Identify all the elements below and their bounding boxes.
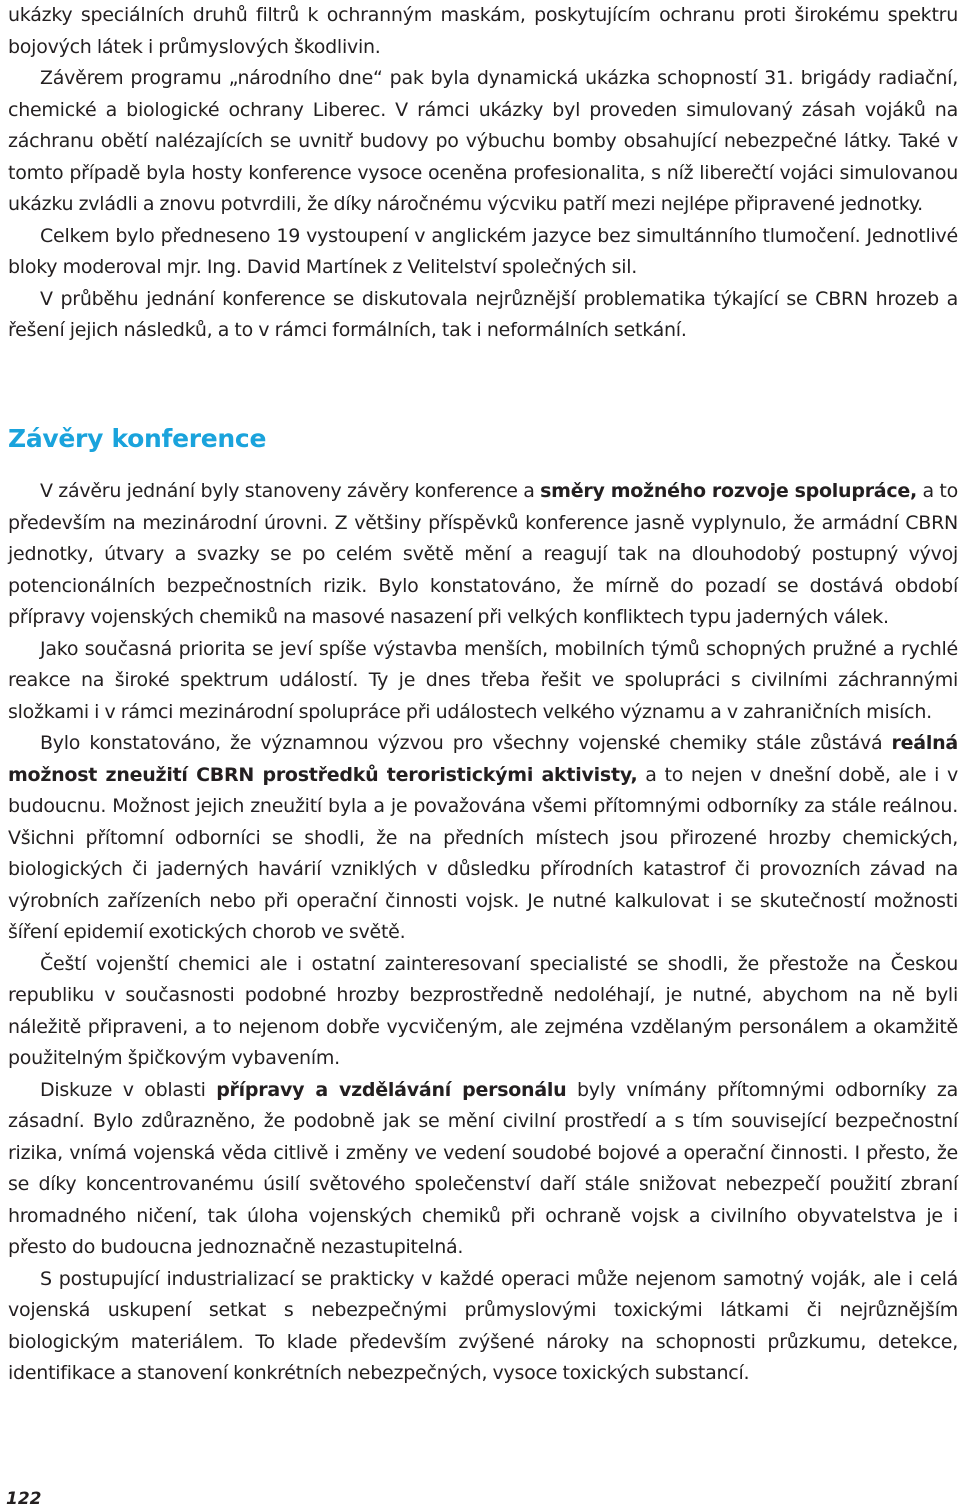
intro-paragraph-2: Závěrem programu „národního dne“ pak byla dynamická ukázka schopností 31. brigády radiační, chemické a biologické ochrany Liberec. V rámci ukázky byl proveden simulovaný zásah vojáků na záchranu obětí nalézajících se uvnitř budovy po výbuchu bomby obsahující nebezpečné látky. Také v tomto případě byla hosty konference vysoce oceněna profesionalita, s níž liberečtí vojáci simulovanou ukázku zvládli a znovu potvrdili, že díky náročnému výcviku patří mezi nejlépe připravené jednotky.	[8, 67, 958, 215]
conclusions-p1-text-a: V závěru jednání byly stanoveny závěry konference a	[40, 480, 541, 502]
conclusions-p5-bold: přípravy a vzdělávání personálu	[216, 1078, 567, 1101]
conclusions-paragraph-4: Čeští vojenští chemici ale i ostatní zainteresovaní specialisté se shodli, že přestože na Českou republiku v současnosti podobné hrozby bezprostředně nedoléhají, je nutné, abychom na ně byli náležitě připraveni, a to nejenom dobře vycvičeným, ale zejména vzdělaným personálem a okamžitě použitelným špičkovým vybavením.	[8, 952, 958, 1069]
conclusions-p3-bold: reálná možnost zneužití CBRN prostředků teroristickými aktivisty,	[8, 732, 958, 786]
conclusions-p1-bold: směry možného rozvoje spolupráce,	[540, 480, 917, 502]
intro-block	[8, 0, 958, 347]
conclusions-paragraph-2: Jako současná priorita se jeví spíše výstavba menších, mobilních týmů schopných pružné a rychlé reakce na široké spektrum událostí. Ty je dnes třeba řešit ve spolupráci s civilními záchrannými složkami i v rámci mezinárodní spolupráce při událostech velkého významu a v zahraničních misích.	[8, 637, 958, 723]
conclusions-paragraph-5	[8, 1075, 958, 1264]
section-heading: Závěry konference	[8, 424, 267, 453]
intro-paragraph-1: ukázky speciálních druhů filtrů k ochranným maskám, poskytujícím ochranu proti širokému spektru bojových látek i průmyslových škodlivin.	[8, 4, 958, 58]
conclusions-p5-text-a: Diskuze v oblasti	[40, 1078, 217, 1101]
conclusions-p3-text-b: a to nejen v dnešní době, ale i v budoucnu. Možnost jejich zneužití byla a je považována všemi přítomnými odborníky za stále reálnou. Všichni přítomní odborníci se shodli, že na předních místech jsou přirozené hrozby chemických, biologických či jaderných havárií vzniklých v důsledku přírodních katastrof či provozních závad na výrobních zařízeních nebo při operační činnosti vojsk. Je nutné kalkulovat i se skutečností možnosti šíření epidemií exotických chorob ve světě.	[8, 763, 958, 943]
conclusions-paragraph-6: S postupující industrializací se prakticky v každé operaci může nejenom samotný voják, ale i celá vojenská uskupení setkat s nebezpečnými průmyslovými toxickými látkami či nejrůznějším biologickým materiálem. To klade především zvýšené nároky na schopnosti průzkumu, detekce, identifikace a stanovení konkrétních nebezpečných, vysoce toxických substancí.	[8, 1267, 958, 1384]
conclusions-paragraph-1	[8, 476, 958, 634]
intro-paragraph-4: V průběhu jednání konference se diskutovala nejrůznější problematika týkající se CBRN hrozeb a řešení jejich následků, a to v rámci formálních, tak i neformálních setkání.	[8, 287, 958, 341]
conclusions-paragraph-3	[8, 728, 958, 949]
page-number: 122	[6, 1489, 42, 1509]
conclusions-block	[8, 476, 958, 1390]
conclusions-p3-text-a: Bylo konstatováno, že významnou výzvou pro všechny vojenské chemiky stále zůstává	[40, 732, 892, 754]
conclusions-p5-text-b: byly vnímány přítomnými odborníky za zásadní. Bylo zdůrazněno, že podobně jak se mění civilní prostředí a s tím související bezpečnostní rizika, vnímá vojenská věda citlivě i změny ve vedení soudobé bojové a operační činnosti. I přesto, že se díky koncentrovanému úsilí světového společenství daří stále snižovat nebezpečí použití zbraní hromadného ničení, tak úloha vojenských chemiků při ochraně vojsk a civilního obyvatelstva je i přesto do budoucna jednoznačně nezastupitelná.	[8, 1078, 959, 1258]
intro-paragraph-3: Celkem bylo předneseno 19 vystoupení v anglickém jazyce bez simultánního tlumočení. Jednotlivé bloky moderoval mjr. Ing. David Martínek z Velitelství společných sil.	[8, 224, 958, 278]
conclusions-p1-text-b: a to především na mezinárodní úrovni. Z většiny příspěvků konference jasně vyplynulo, že armádní CBRN jednotky, útvary a svazky se po celém světě mění a reagují tak na dlouhodobý postupný vývoj potencionálních bezpečnostních rizik. Bylo konstatováno, že mírně do pozadí se dostává období přípravy vojenských chemiků na masové nasazení při velkých konfliktech typu jaderných válek.	[8, 480, 958, 628]
